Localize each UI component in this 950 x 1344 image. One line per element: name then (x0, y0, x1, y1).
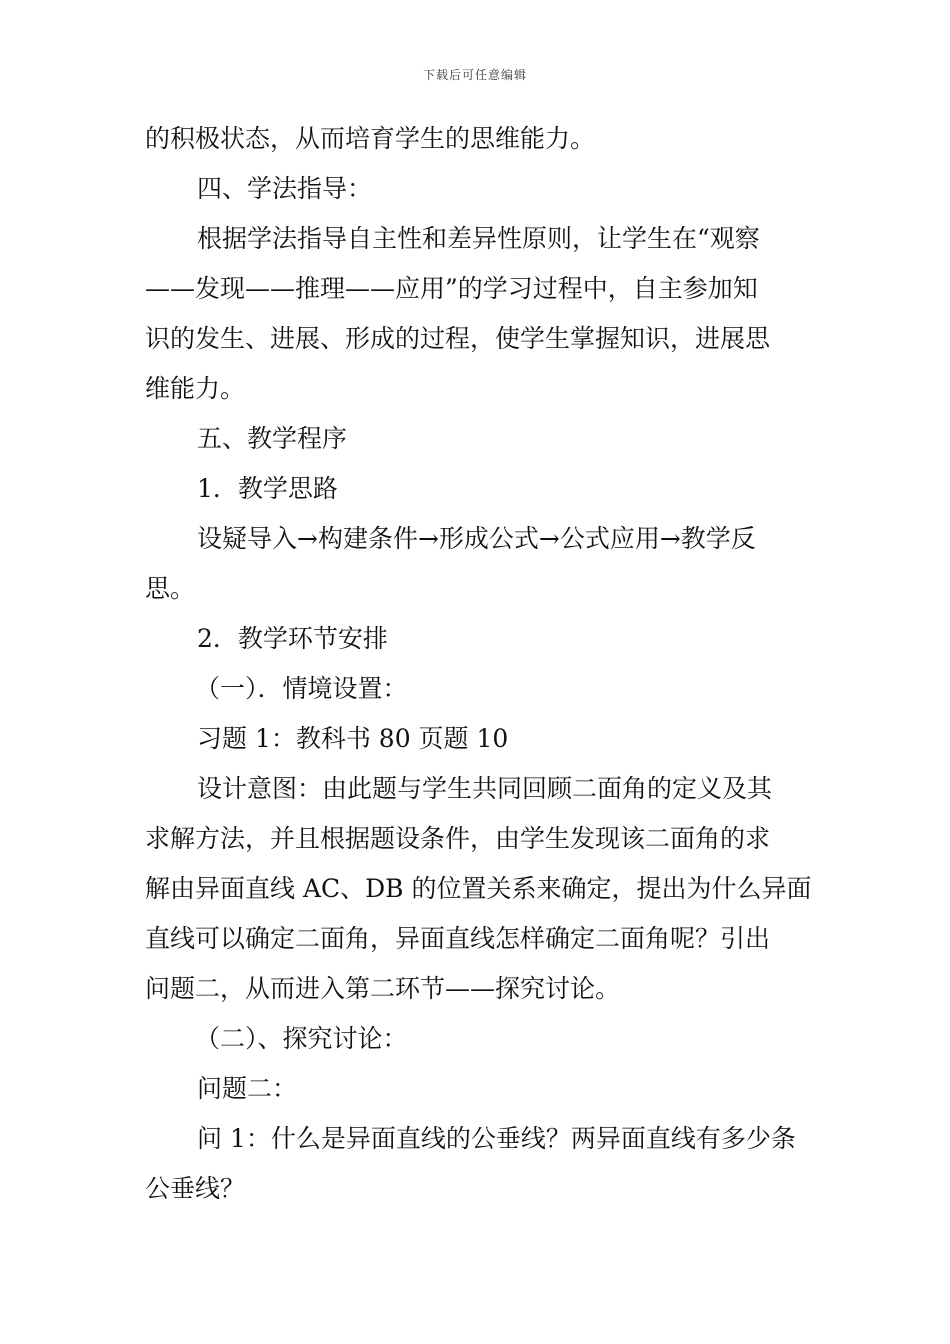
paragraph-line: 问 1：什么是异面直线的公垂线？两异面直线有多少条 (197, 1124, 796, 1153)
paragraph-line: 思。 (145, 574, 196, 603)
paragraph-line: 公垂线？ (145, 1174, 246, 1203)
paragraph-line: 求解方法，并且根据题设条件，由学生发现该二面角的求 (145, 824, 771, 853)
paragraph-line: 根据学法指导自主性和差异性原则，让学生在“观察 (197, 224, 760, 253)
paragraph-line: 问题二，从而进入第二环节——探究讨论。 (145, 974, 621, 1003)
subsection-heading-1: 1．教学思路 (197, 474, 338, 503)
part-heading-1: （一）．情境设置： (195, 674, 408, 703)
page-header: 下载后可任意编辑 (422, 68, 527, 82)
part-heading-2: （二）、探究讨论： (195, 1024, 408, 1053)
paragraph-line: 设计意图：由此题与学生共同回顾二面角的定义及其 (197, 774, 773, 803)
paragraph-line: 直线可以确定二面角，异面直线怎样确定二面角呢？引出 (145, 924, 771, 953)
paragraph-line: 识的发生、进展、形成的过程，使学生掌握知识，进展思 (145, 324, 771, 353)
paragraph-line: 设疑导入→构建条件→形成公式→公式应用→教学反 (197, 524, 756, 553)
document-body (145, 124, 812, 1226)
paragraph-line: 问题二： (197, 1074, 298, 1103)
subsection-heading-2: 2．教学环节安排 (197, 624, 388, 653)
paragraph-line: 维能力。 (145, 374, 246, 403)
paragraph-line: 的积极状态，从而培育学生的思维能力。 (145, 124, 596, 153)
paragraph-line: 习题 1：教科书 80 页题 10 (197, 724, 509, 753)
section-heading-5: 五、教学程序 (197, 424, 348, 453)
paragraph-line: ——发现——推理——应用”的学习过程中，自主参加知 (145, 274, 758, 303)
paragraph-line: 解由异面直线 AC、DB 的位置关系来确定，提出为什么异面 (145, 874, 812, 903)
section-heading-4: 四、学法指导： (197, 174, 373, 203)
